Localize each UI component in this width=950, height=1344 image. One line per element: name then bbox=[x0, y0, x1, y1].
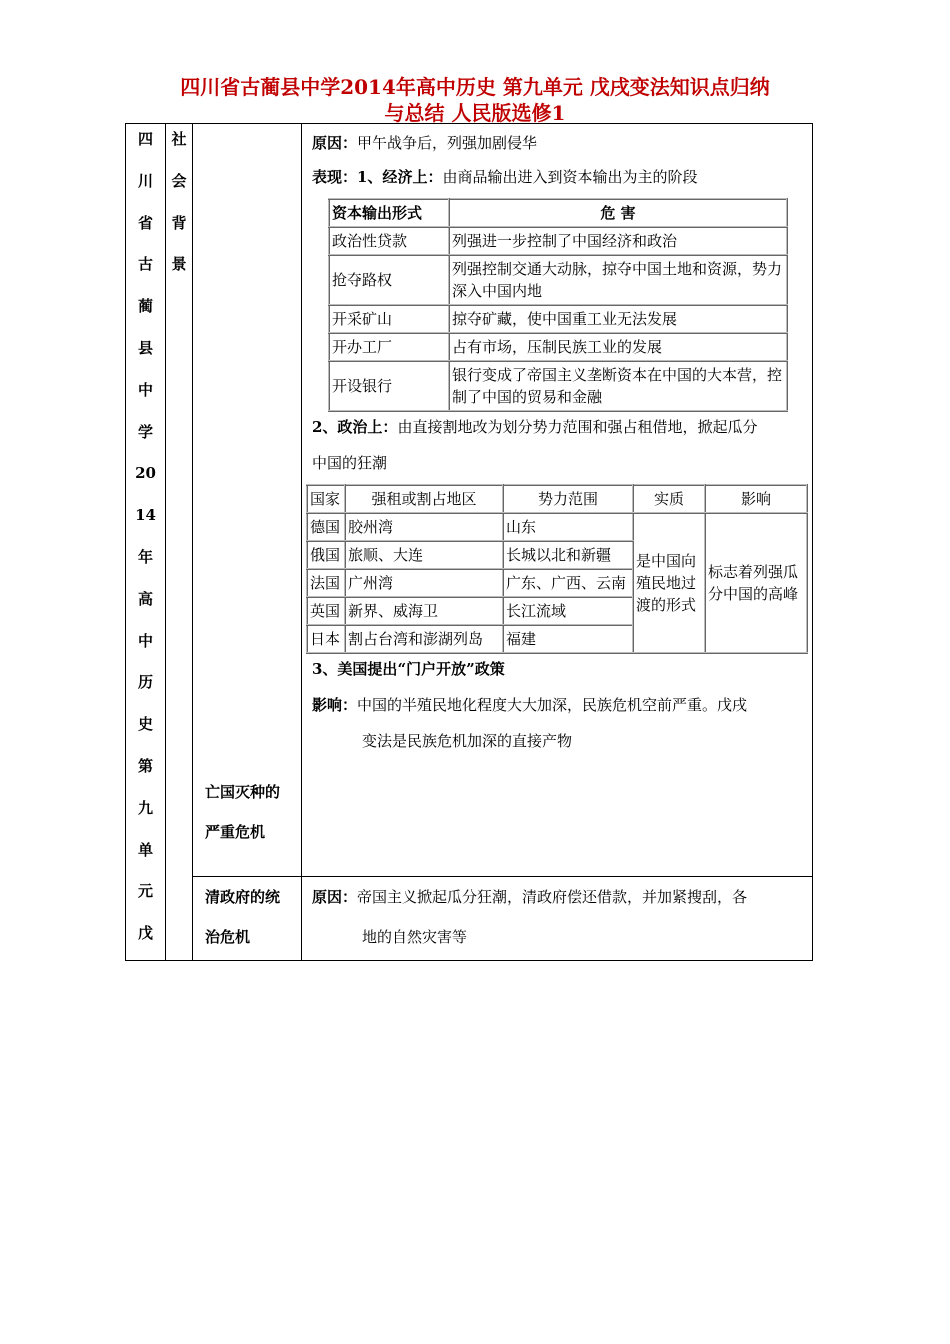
table-header-cell: 危 害 bbox=[449, 199, 787, 227]
knowledge-table bbox=[125, 123, 813, 961]
vchar: 学 bbox=[137, 422, 153, 441]
impact-cell: 标志着列强瓜分中国的高峰 bbox=[705, 513, 807, 653]
vchar: 20 bbox=[135, 464, 156, 483]
table-cell: 广州湾 bbox=[345, 569, 503, 597]
political-text: 由直接割地改为划分势力范围和强占租借地，掀起瓜分 bbox=[397, 418, 758, 436]
table-cell: 列强控制交通大动脉，掠夺中国土地和资源，势力深入中国内地 bbox=[449, 255, 787, 305]
table-cell: 旅顺、大连 bbox=[345, 541, 503, 569]
influence-text-2: 变法是民族危机加深的直接产物 bbox=[362, 732, 573, 750]
table-cell: 割占台湾和澎湖列岛 bbox=[345, 625, 503, 653]
vchar: 县 bbox=[137, 338, 153, 357]
table-row bbox=[329, 227, 787, 255]
vchar: 单 bbox=[137, 840, 153, 859]
capital-export-table bbox=[328, 198, 788, 412]
table-header-row bbox=[307, 485, 807, 513]
table-row bbox=[307, 513, 807, 541]
table-header-cell: 资本输出形式 bbox=[329, 199, 449, 227]
qing-label-line-2: 治危机 bbox=[205, 927, 251, 946]
essence-cell: 是中国向殖民地过渡的形式 bbox=[633, 513, 705, 653]
cause-text: 甲午战争后，列强加剧侵华 bbox=[357, 134, 538, 152]
table-cell: 俄国 bbox=[307, 541, 345, 569]
table-cell: 山东 bbox=[503, 513, 633, 541]
table-cell: 掠夺矿藏，使中国重工业无法发展 bbox=[449, 305, 787, 333]
document-title bbox=[0, 74, 950, 126]
vchar: 社 bbox=[171, 130, 187, 148]
table-cell: 开采矿山 bbox=[329, 305, 449, 333]
table-cell: 胶州湾 bbox=[345, 513, 503, 541]
vchar: 元 bbox=[137, 882, 153, 901]
table-cell: 长城以北和新疆 bbox=[503, 541, 633, 569]
influence-label: 影响： bbox=[312, 696, 358, 714]
title-line-1: 四川省古蔺县中学2014年高中历史 第九单元 戊戌变法知识点归纳 bbox=[180, 75, 770, 99]
table-cell: 政治性贷款 bbox=[329, 227, 449, 255]
table-cell: 占有市场，压制民族工业的发展 bbox=[449, 333, 787, 361]
table-cell: 开办工厂 bbox=[329, 333, 449, 361]
vchar: 古 bbox=[137, 255, 153, 274]
vchar: 中 bbox=[137, 631, 153, 650]
table-header-cell: 强租或割占地区 bbox=[345, 485, 503, 513]
vchar: 川 bbox=[137, 171, 153, 190]
table-cell: 新界、威海卫 bbox=[345, 597, 503, 625]
vchar: 蔺 bbox=[137, 297, 153, 316]
crisis-label-line-1: 亡国灭种的 bbox=[205, 783, 281, 801]
vchar: 会 bbox=[171, 171, 187, 190]
table-row bbox=[329, 361, 787, 411]
qing-cause-text-2: 地的自然灾害等 bbox=[362, 927, 468, 946]
table-cell: 抢夺路权 bbox=[329, 255, 449, 305]
qing-cause-text: 帝国主义掀起瓜分狂潮，清政府偿还借款，并加紧搜刮，各 bbox=[357, 887, 748, 906]
vchar: 第 bbox=[137, 756, 153, 775]
background-vertical-label bbox=[166, 124, 193, 961]
table-cell: 广东、广西、云南 bbox=[503, 569, 633, 597]
table-header-cell: 影响 bbox=[705, 485, 807, 513]
vchar: 历 bbox=[137, 673, 153, 692]
vchar: 年 bbox=[137, 547, 153, 566]
table-cell: 长江流域 bbox=[503, 597, 633, 625]
table-header-cell: 实质 bbox=[633, 485, 705, 513]
table-cell: 开设银行 bbox=[329, 361, 449, 411]
usa-open-door: 3、美国提出“门户开放”政策 bbox=[312, 660, 505, 678]
vchar: 中 bbox=[137, 380, 153, 399]
qing-cause-label: 原因： bbox=[312, 887, 358, 906]
qing-section-content bbox=[302, 876, 813, 960]
political-text-2: 中国的狂潮 bbox=[312, 454, 388, 472]
political-label: 2、政治上： bbox=[312, 418, 398, 436]
table-row bbox=[329, 333, 787, 361]
unit-vertical-label bbox=[126, 124, 166, 961]
title-line-2: 与总结 人民版选修1 bbox=[384, 101, 566, 125]
qing-label-line-1: 清政府的统 bbox=[205, 887, 281, 906]
table-header-cell: 国家 bbox=[307, 485, 345, 513]
manifest-text: 由商品输出进入到资本输出为主的阶段 bbox=[442, 168, 698, 186]
table-cell: 法国 bbox=[307, 569, 345, 597]
table-cell: 德国 bbox=[307, 513, 345, 541]
table-cell: 银行变成了帝国主义垄断资本在中国的大本营，控制了中国的贸易和金融 bbox=[449, 361, 787, 411]
table-cell: 英国 bbox=[307, 597, 345, 625]
table-header-cell: 势力范围 bbox=[503, 485, 633, 513]
table-cell: 福建 bbox=[503, 625, 633, 653]
vchar: 高 bbox=[137, 589, 153, 608]
vchar: 省 bbox=[137, 213, 153, 232]
crisis-section-content bbox=[302, 124, 813, 877]
table-cell: 日本 bbox=[307, 625, 345, 653]
vchar: 四 bbox=[137, 130, 153, 148]
vchar: 史 bbox=[137, 715, 153, 734]
vchar: 背 bbox=[171, 213, 187, 232]
manifest-label: 表现：1、经济上： bbox=[312, 168, 443, 186]
crisis-section-label bbox=[193, 124, 302, 877]
influence-text: 中国的半殖民地化程度大大加深，民族危机空前严重。戊戌 bbox=[357, 696, 748, 714]
vchar: 九 bbox=[137, 798, 153, 817]
crisis-label-line-2: 严重危机 bbox=[205, 823, 266, 841]
qing-section-label bbox=[193, 876, 302, 960]
table-cell: 列强进一步控制了中国经济和政治 bbox=[449, 227, 787, 255]
table-row bbox=[329, 255, 787, 305]
vchar: 戊 bbox=[137, 924, 153, 943]
table-row bbox=[329, 305, 787, 333]
vchar: 景 bbox=[171, 255, 187, 274]
spheres-of-influence-table bbox=[306, 484, 808, 654]
cause-label: 原因： bbox=[312, 134, 358, 152]
table-header-row bbox=[329, 199, 787, 227]
vchar: 14 bbox=[135, 506, 156, 525]
